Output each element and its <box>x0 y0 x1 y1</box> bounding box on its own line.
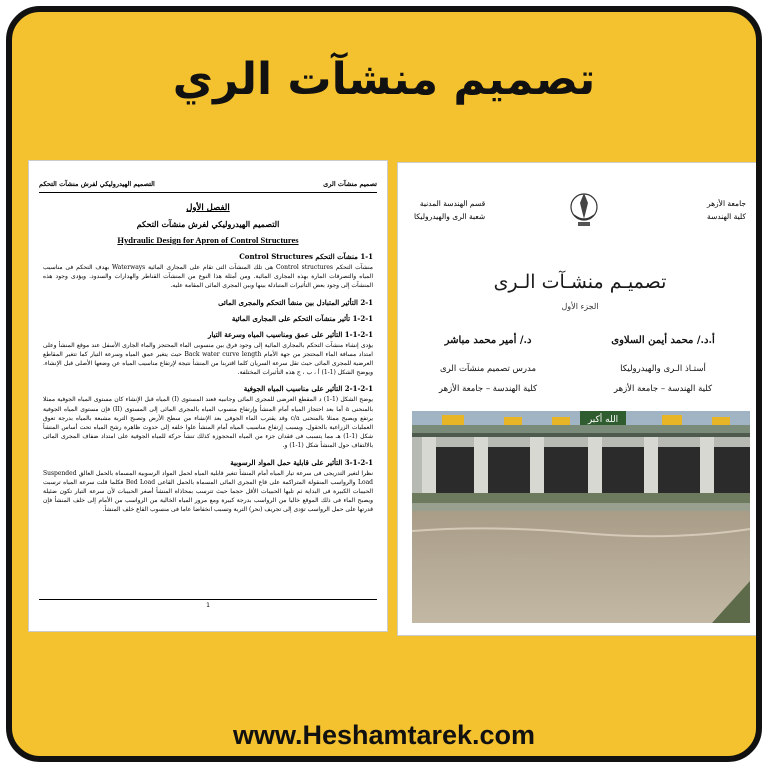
university-name: جامعة الأزهر <box>706 199 746 208</box>
section-paragraph: يوضح الشكل (1-1) د المقطع العرضى للمجرى المائى وجانبيه فعند المستوى (I) المياه قبل الإنشاء كان مستوى المياه الجوفية ممثلا بالمنحنى a أما بعد احتجاز المياه أمام المنشأ وإرتفاع منسوب المياه بالمجرى المائى إلى المستوى (II) فإن مستوى المياه الجوفية يرتفع ويصبح ممثلا بالمنحنى c/a وقد يقترب الماء الجوفى بعد الإنشاء من سطح الأرض وتصبح التربة مشبعة بالمياه بدرجة تعوق العمليات الزراعية بالحقول. ويسبب إرتفاع مناسيب المياه أمام المنشأ علوا خلفه إلى حدوث ظاهرة رشح المياه تحت أساس المنشأ شكل (1-1) هـ مما يتسبب فى فقدان جزء من المياه المحجوزة كذلك تنشأ حركة للمياه الجوفية على امتداد ضفاف المجرى المائى بالالتفاف حول المنشأ شكل (1-1) و. <box>43 396 373 450</box>
banner-title: تصميم منشآت الري <box>172 54 596 105</box>
subsection-heading: 1-2-1 تأثير منشآت التحكم على المجارى المائية <box>231 313 373 323</box>
page-number: 1 <box>39 599 377 609</box>
author-block-1 <box>578 335 748 399</box>
author-name: د./ أمير محمد مباشر <box>444 335 532 346</box>
division-name: شعبة الرى والهيدروليكا <box>414 212 486 221</box>
department-name: قسم الهندسة المدنية <box>419 199 486 208</box>
subsection-heading: 2-1-2-1 التأثير على مناسيب المياه الجوفية <box>243 384 373 394</box>
department-block <box>414 197 485 223</box>
author-name: أ.د./ محمد أيمن السلاوى <box>611 335 715 346</box>
book-title: تصميـم منشـآت الـرى <box>493 271 667 293</box>
author-affiliation: كلية الهندسة – جامعة الأزهر <box>438 384 538 394</box>
university-block <box>707 197 746 223</box>
book-part: الجزء الأول <box>561 302 599 311</box>
page-body <box>43 201 373 515</box>
chapter-heading: الفصل الأول <box>186 203 230 213</box>
header-chapter-title: التصميم الهيدروليكي لفرش منشآت التحكم <box>39 180 155 188</box>
section-heading: 1-1 منشآت التحكم Control Structures <box>239 252 373 261</box>
section-paragraph: منشآت التحكم Control structures هى تلك المنشآت التى تقام على المجارى المائية Waterways بهدف التحكم فى مناسيب المياه والتصرفات المارة بهذه المجارى المائية. ومن أمثلة هذا النوع من المنشآت القناطر والهدارات والسدود. ويؤدى وجود هذه المنشآت إلى وجود بعض التأثيرات المتبادلة بينها وبين المجرى المائى المقامة عليه. <box>43 264 373 290</box>
photo-sign-text: الله أكبر <box>587 415 619 425</box>
subsection-heading: 3-1-2-1 التأثير على قابلية حمل المواد الرسوبية <box>230 457 373 467</box>
website-url: www.Heshamtarek.com <box>232 720 536 750</box>
faculty-name: كلية الهندسة <box>706 212 746 221</box>
cover-header <box>398 189 762 249</box>
section-paragraph: نظرا لتغير التدريجى فى سرعة تيار المياه أمام المنشأ تتغير قابلية المياه لحمل المواد الرسوبية المسماة بالحمل العالق Suspended Load والرواسب المنقولة المتراكمة على قاع المجرى المائى المسماة بالحمل القاعى Bed Load فكلما قلت سرعة المياه ترسبت الحبيبات الكبيرة فى البداية ثم تليها الحبيبات الأقل حجما حيث تترسب بمحاذاة المنشأ أصغر الحبيبات لأن سرعة التيار تكون ضئيلة ويصبح الماء فى ذلك الموقع خاليا من الرواسب بدرجة كبيرة ومع مرور المياه الخالية من الرواسب من الأمام إلى خلف المنشأ فإن قدرتها على حمل الرواسب تؤدى إلى تجريف (نحر) التربة وتسبب انخفاضا عاما فى منسوب القاع خلف المنشأ. <box>43 469 373 514</box>
chapter-subtitle: التصميم الهيدروليكي لفرش منشآت التحكم <box>136 219 280 229</box>
book-cover <box>397 162 762 636</box>
author-title: مدرس تصميم منشآت الرى <box>439 364 537 374</box>
header-book-title: تصميم منشآت الرى <box>323 180 377 188</box>
english-title: Hydraulic Design for Apron of Control Structures <box>117 235 299 245</box>
author-title: أستـاذ الـرى والهيدروليكا <box>620 364 706 374</box>
barrage-photo <box>412 411 750 623</box>
university-emblem-icon <box>568 189 600 229</box>
banner-frame <box>6 6 762 762</box>
subsection-heading: 1-1-2-1 التأثير على عمق ومناسيب المياه وسرعة التيار <box>207 329 373 339</box>
page-header <box>39 177 377 193</box>
section-heading: 2-1 التأثير المتبادل بين منشأ التحكم والمجرى المائى <box>218 297 373 307</box>
author-affiliation: كلية الهندسة – جامعة الأزهر <box>613 384 713 394</box>
author-block-2 <box>408 335 568 399</box>
section-paragraph: يؤدى إنشاء منشآت التحكم بالمجارى المائية إلى وجود فرق بين منسوبى الماء المحتجز والماء الجارى الأسفل عند موقع المنشأ وعلى امتداد مسافة الماء المحتجز من جهة الأمام Back water curve length حيث يتغير عمق المياه وسرعة التيار كما تتغير المقاطع العرضية للمجرى المائى حيث تقل سرعة السريان كلما اقتربنا من المنشأ نتيجة لإرتفاع مناسيب المياه عن وضعها الأصلى قبل الإنشاء. ويوضح الشكل (1-1) أ ، ب ، ج هذه التأثيرات المختلفة. <box>43 341 373 377</box>
sample-page-left <box>28 160 388 632</box>
